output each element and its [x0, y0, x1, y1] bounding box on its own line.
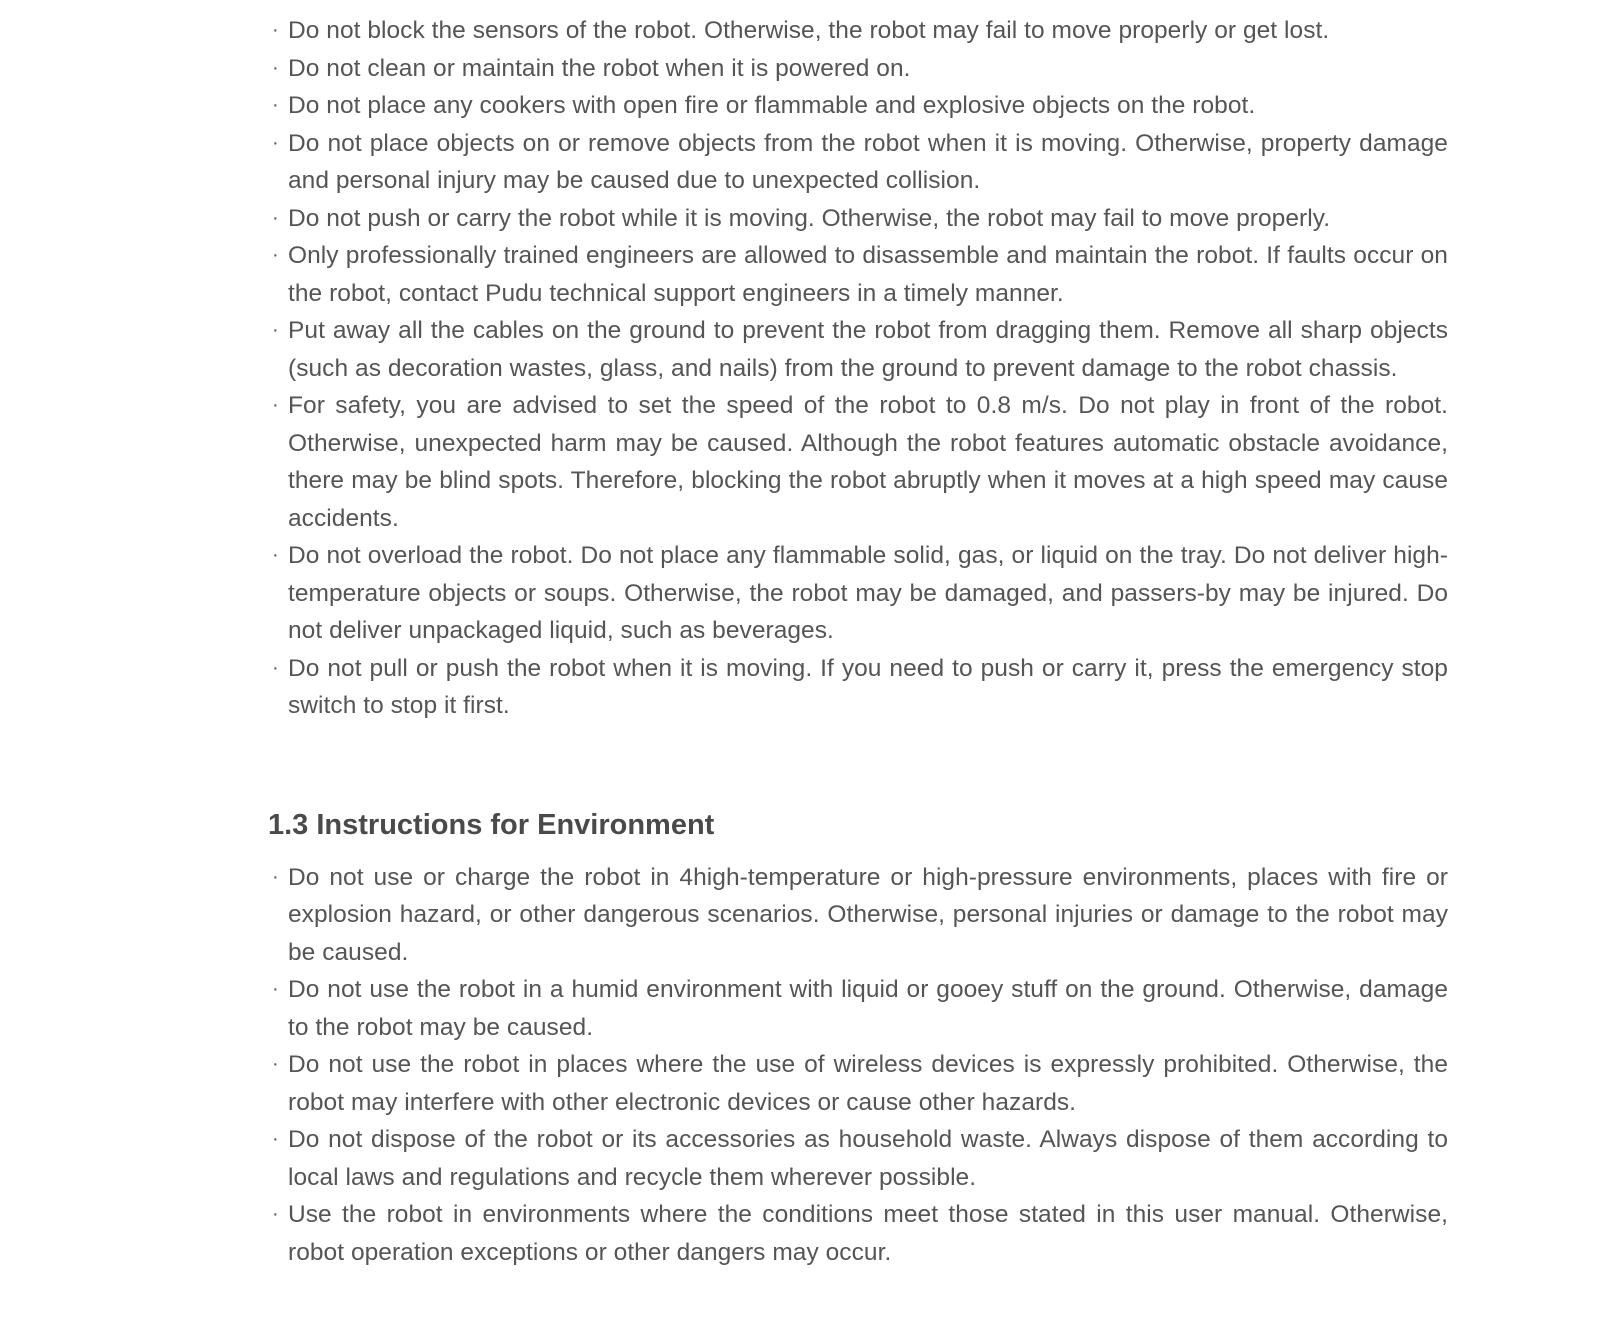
- list-item-text: Do not block the sensors of the robot. Otherwise, the robot may fail to move properly or get lost.: [288, 17, 1330, 44]
- bullet-icon: ·: [272, 394, 279, 416]
- list-item-text: Do not overload the robot. Do not place any flammable solid, gas, or liquid on the tray. Do not deliver high-temperature objects or soups. Otherwise, the robot may be damaged, and passers-by may be injured. Do not deliver unpackaged liquid, such as beverages.: [288, 542, 1448, 644]
- list-item-text: Do not push or carry the robot while it is moving. Otherwise, the robot may fail to move properly.: [288, 204, 1331, 232]
- bullet-icon: ·: [272, 1053, 279, 1075]
- section-heading: 1.3 Instructions for Environment: [268, 808, 715, 841]
- bullet-icon: ·: [272, 206, 279, 229]
- safety-instructions-list: [268, 12, 1448, 725]
- environment-instructions-list: [268, 859, 1448, 1272]
- list-item: [268, 200, 1448, 238]
- bullet-icon: ·: [272, 544, 279, 566]
- list-item: [268, 237, 1448, 312]
- list-item: [268, 859, 1448, 972]
- list-item: [268, 650, 1448, 725]
- list-item: [268, 387, 1448, 537]
- list-item-text: Do not place objects on or remove objects from the robot when it is moving. Otherwise, property damage and personal injury may be caused due to unexpected collision.: [288, 129, 1448, 194]
- list-item: [268, 1196, 1448, 1271]
- list-item: [268, 312, 1448, 387]
- list-item-text: Do not use the robot in a humid environment with liquid or gooey stuff on the ground. Otherwise, damage to the robot may be caused.: [288, 976, 1448, 1041]
- list-item: [268, 12, 1448, 50]
- list-item: [268, 1046, 1448, 1121]
- bullet-icon: ·: [272, 244, 279, 266]
- list-item: [268, 87, 1448, 125]
- list-item: [268, 971, 1448, 1046]
- bullet-icon: ·: [272, 978, 279, 1000]
- list-item: [268, 50, 1448, 88]
- list-item-text: Do not place any cookers with open fire or flammable and explosive objects on the robot.: [288, 92, 1256, 119]
- list-item-text: Do not dispose of the robot or its accessories as household waste. Always dispose of them according to local laws and regulations and recycle them wherever possible.: [288, 1126, 1448, 1191]
- list-item-text: Put away all the cables on the ground to prevent the robot from dragging them. Remove all sharp objects (such as decoration wastes, glass, and nails) from the ground to prevent damage to the robot chassis.: [288, 317, 1448, 382]
- list-item-text: Do not pull or push the robot when it is moving. If you need to push or carry it, press the emergency stop switch to stop it first.: [288, 654, 1448, 719]
- list-item-text: Only professionally trained engineers are allowed to disassemble and maintain the robot. If faults occur on the robot, contact Pudu technical support engineers in a timely manner.: [288, 242, 1448, 307]
- list-item-text: For safety, you are advised to set the speed of the robot to 0.8 m/s. Do not play in front of the robot. Otherwise, unexpected harm may be caused. Although the robot features automatic obstacle avoidance, there may be blind spots. Therefore, blocking the robot abruptly when it moves at a high speed may cause accidents.: [288, 392, 1448, 532]
- list-item: [268, 1121, 1448, 1196]
- bullet-icon: ·: [272, 656, 279, 679]
- bullet-icon: ·: [272, 865, 279, 888]
- bullet-icon: ·: [272, 56, 279, 79]
- list-item: [268, 537, 1448, 650]
- list-item-text: Use the robot in environments where the conditions meet those stated in this user manual. Otherwise, robot operation exceptions or other dangers may occur.: [288, 1201, 1448, 1266]
- bullet-icon: ·: [272, 1203, 279, 1225]
- list-item-text: Do not clean or maintain the robot when it is powered on.: [288, 54, 911, 82]
- list-item-text: Do not use the robot in places where the use of wireless devices is expressly prohibited. Otherwise, the robot may interfere with other electronic devices or cause other hazards.: [288, 1051, 1448, 1116]
- document-page: [268, 12, 1448, 1271]
- bullet-icon: ·: [272, 1128, 279, 1150]
- bullet-icon: ·: [272, 19, 279, 41]
- bullet-icon: ·: [272, 319, 279, 341]
- list-item: [268, 125, 1448, 200]
- list-item-text: Do not use or charge the robot in 4high-temperature or high-pressure environments, places with fire or explosion hazard, or other dangerous scenarios. Otherwise, personal injuries or damage to the robot may be caused.: [288, 863, 1448, 966]
- bullet-icon: ·: [272, 131, 279, 154]
- bullet-icon: ·: [272, 94, 279, 116]
